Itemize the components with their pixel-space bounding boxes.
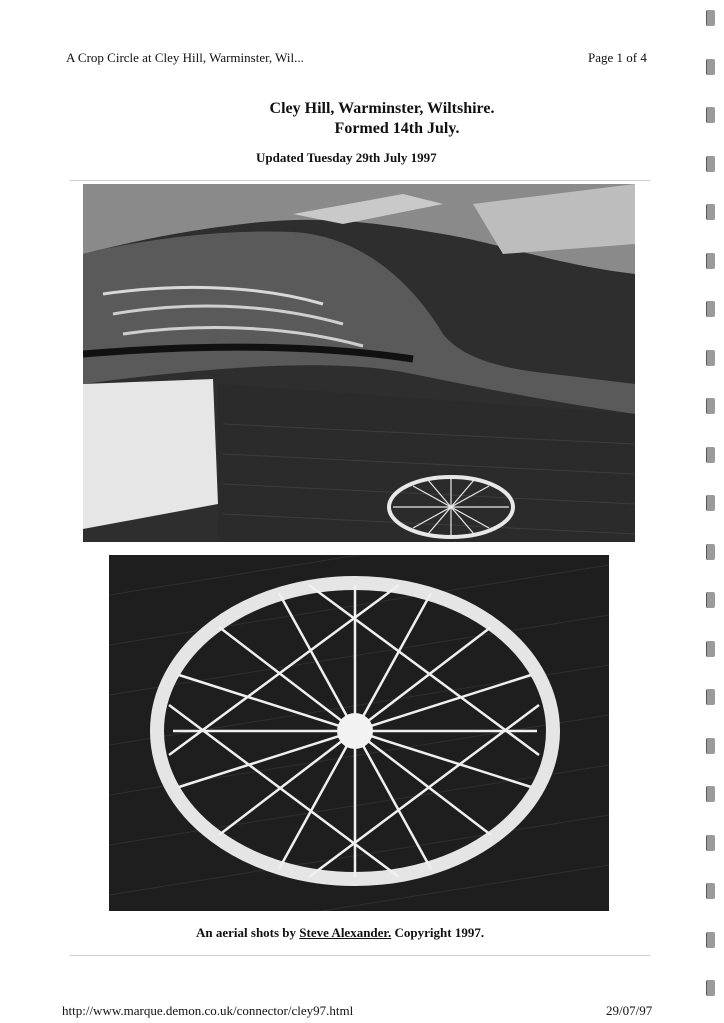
print-date: 29/07/97	[606, 1003, 653, 1018]
caption-prefix: An aerial shots by	[196, 925, 300, 940]
binding-ring	[706, 980, 715, 996]
binding-ring	[706, 883, 715, 899]
binding-ring	[706, 253, 715, 269]
binding-ring	[706, 10, 715, 26]
binding-ring	[706, 156, 715, 172]
binding-ring	[706, 932, 715, 948]
page-number: Page 1 of 4	[588, 50, 647, 65]
binding-ring	[706, 107, 715, 123]
top-divider	[70, 180, 650, 181]
updated-date: Updated Tuesday 29th July 1997	[256, 150, 437, 165]
aerial-landscape-image	[83, 184, 635, 542]
binding-ring	[706, 544, 715, 560]
binding-ring	[706, 59, 715, 75]
binding-ring	[706, 301, 715, 317]
binding-strip	[703, 0, 724, 1023]
crop-circle-image	[109, 555, 609, 911]
page-header-title: A Crop Circle at Cley Hill, Warminster, Wil...	[66, 50, 304, 65]
binding-ring	[706, 592, 715, 608]
caption-suffix: Copyright 1997.	[391, 925, 485, 940]
page-url: http://www.marque.demon.co.uk/connector/cley97.html	[62, 1003, 354, 1018]
binding-ring	[706, 689, 715, 705]
binding-ring	[706, 495, 715, 511]
crop-circle-closeup-photo	[109, 555, 609, 911]
binding-ring	[706, 835, 715, 851]
binding-ring	[706, 398, 715, 414]
title-line-1: Cley Hill, Warminster, Wiltshire.	[269, 100, 495, 117]
photo-caption	[196, 925, 484, 941]
binding-ring	[706, 204, 715, 220]
bottom-divider	[70, 955, 650, 956]
binding-ring	[706, 350, 715, 366]
binding-ring	[706, 447, 715, 463]
binding-ring	[706, 738, 715, 754]
title-line-2: Formed 14th July.	[334, 120, 460, 137]
binding-ring	[706, 641, 715, 657]
photographer-link[interactable]: Steve Alexander.	[299, 925, 392, 940]
aerial-landscape-photo	[83, 184, 635, 542]
article-title	[0, 99, 724, 139]
binding-ring	[706, 786, 715, 802]
